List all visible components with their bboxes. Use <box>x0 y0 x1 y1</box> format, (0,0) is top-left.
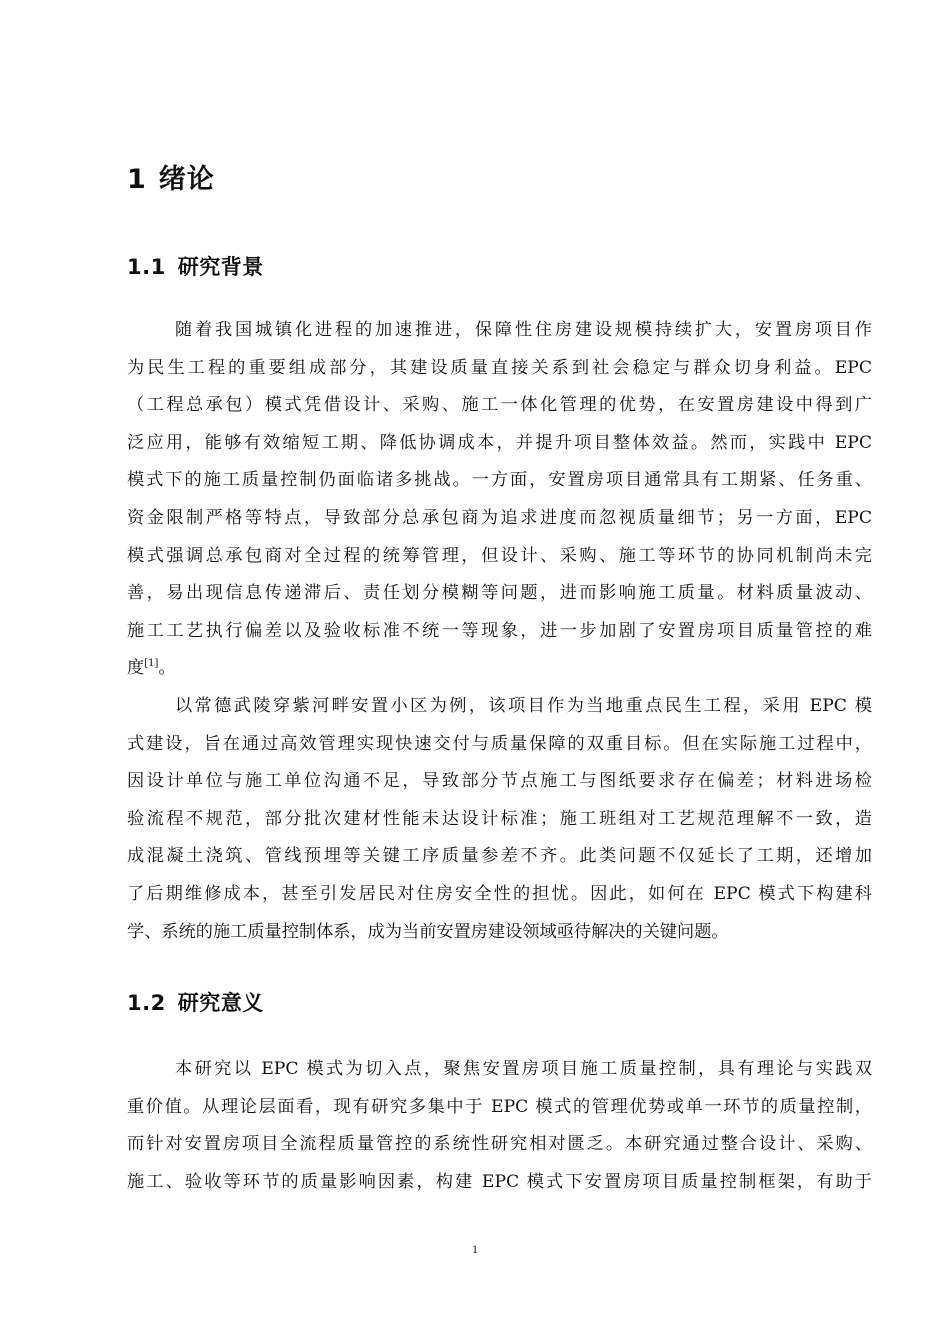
paragraph-line: 施工工艺执行偏差以及验收标准不统一等现象，进一步加剧了安置房项目质量管控的难 <box>127 620 872 641</box>
paragraph-line: 模式下的施工质量控制仍面临诸多挑战。一方面，安置房项目通常具有工期紧、任务重、 <box>127 470 872 491</box>
paragraph-line: 验流程不规范，部分批次建材性能未达设计标准；施工班组对工艺规范理解不一致，造 <box>127 808 872 829</box>
section-heading-significance <box>127 988 264 1018</box>
paragraph-line: 而针对安置房项目全流程质量管控的系统性研究相对匮乏。本研究通过整合设计、采购、 <box>127 1134 872 1155</box>
paragraph-line: 施工、验收等环节的质量影响因素，构建 EPC 模式下安置房项目质量控制框架，有助于 <box>127 1171 872 1192</box>
paragraph-line: 以常德武陵穿紫河畔安置小区为例，该项目作为当地重点民生工程，采用 EPC 模 <box>175 695 872 716</box>
section-title-text: 研究背景 <box>177 255 264 279</box>
paragraph-line: 重价值。从理论层面看，现有研究多集中于 EPC 模式的管理优势或单一环节的质量控制， <box>127 1096 872 1117</box>
paragraph-line: 为民生工程的重要组成部分，其建设质量直接关系到社会稳定与群众切身利益。EPC <box>127 357 872 378</box>
paragraph-last-line <box>127 650 872 688</box>
paragraph-line: 因设计单位与施工单位沟通不足，导致部分节点施工与图纸要求存在偏差；材料进场检 <box>127 771 872 792</box>
chapter-number: 1 <box>127 164 147 195</box>
paragraph-background-1 <box>127 312 872 951</box>
paragraph-line: 泛应用，能够有效缩短工期、降低协调成本，并提升项目整体效益。然而，实践中 EPC <box>127 432 872 453</box>
citation-marker[interactable]: [1] <box>144 658 159 670</box>
paragraph-significance <box>127 1051 872 1201</box>
paragraph-line: 了后期维修成本，甚至引发居民对住房安全性的担忧。因此，如何在 EPC 模式下构建科 <box>127 883 872 904</box>
paragraph-line: 学、系统的施工质量控制体系，成为当前安置房建设领域亟待解决的关键问题。 <box>127 921 729 942</box>
paragraph-line: 式建设，旨在通过高效管理实现快速交付与质量保障的双重目标。但在实际施工过程中， <box>127 733 872 754</box>
paragraph-line: （工程总承包）模式凭借设计、采购、施工一体化管理的优势，在安置房建设中得到广 <box>127 395 872 416</box>
paragraph-line: 善，易出现信息传递滞后、责任划分模糊等问题，进而影响施工质量。材料质量波动、 <box>127 583 872 604</box>
section-title-text: 研究意义 <box>177 991 264 1015</box>
paragraph-line: 成混凝土浇筑、管线预埋等关键工序质量参差不齐。此类问题不仅延长了工期，还增加 <box>127 846 872 867</box>
section-number: 1.1 <box>127 255 166 279</box>
section-heading-background <box>127 252 264 282</box>
paragraph-line-end: 。 <box>158 658 176 679</box>
chapter-heading <box>127 160 215 200</box>
paragraph-line: 随着我国城镇化进程的加速推进，保障性住房建设规模持续扩大，安置房项目作 <box>175 320 872 340</box>
paragraph-line: 资金限制严格等特点，导致部分总承包商为追求进度而忽视质量细节；另一方面，EPC <box>127 507 872 528</box>
section-number: 1.2 <box>127 991 166 1015</box>
paragraph-line: 模式强调总承包商对全过程的统筹管理，但设计、采购、施工等环节的协同机制尚未完 <box>127 545 872 566</box>
page-number: 1 <box>472 1242 478 1256</box>
paragraph-line: 本研究以 EPC 模式为切入点，聚焦安置房项目施工质量控制，具有理论与实践双 <box>175 1059 872 1079</box>
paragraph-line-text: 度 <box>127 658 145 679</box>
chapter-title-text: 绪论 <box>158 164 215 195</box>
